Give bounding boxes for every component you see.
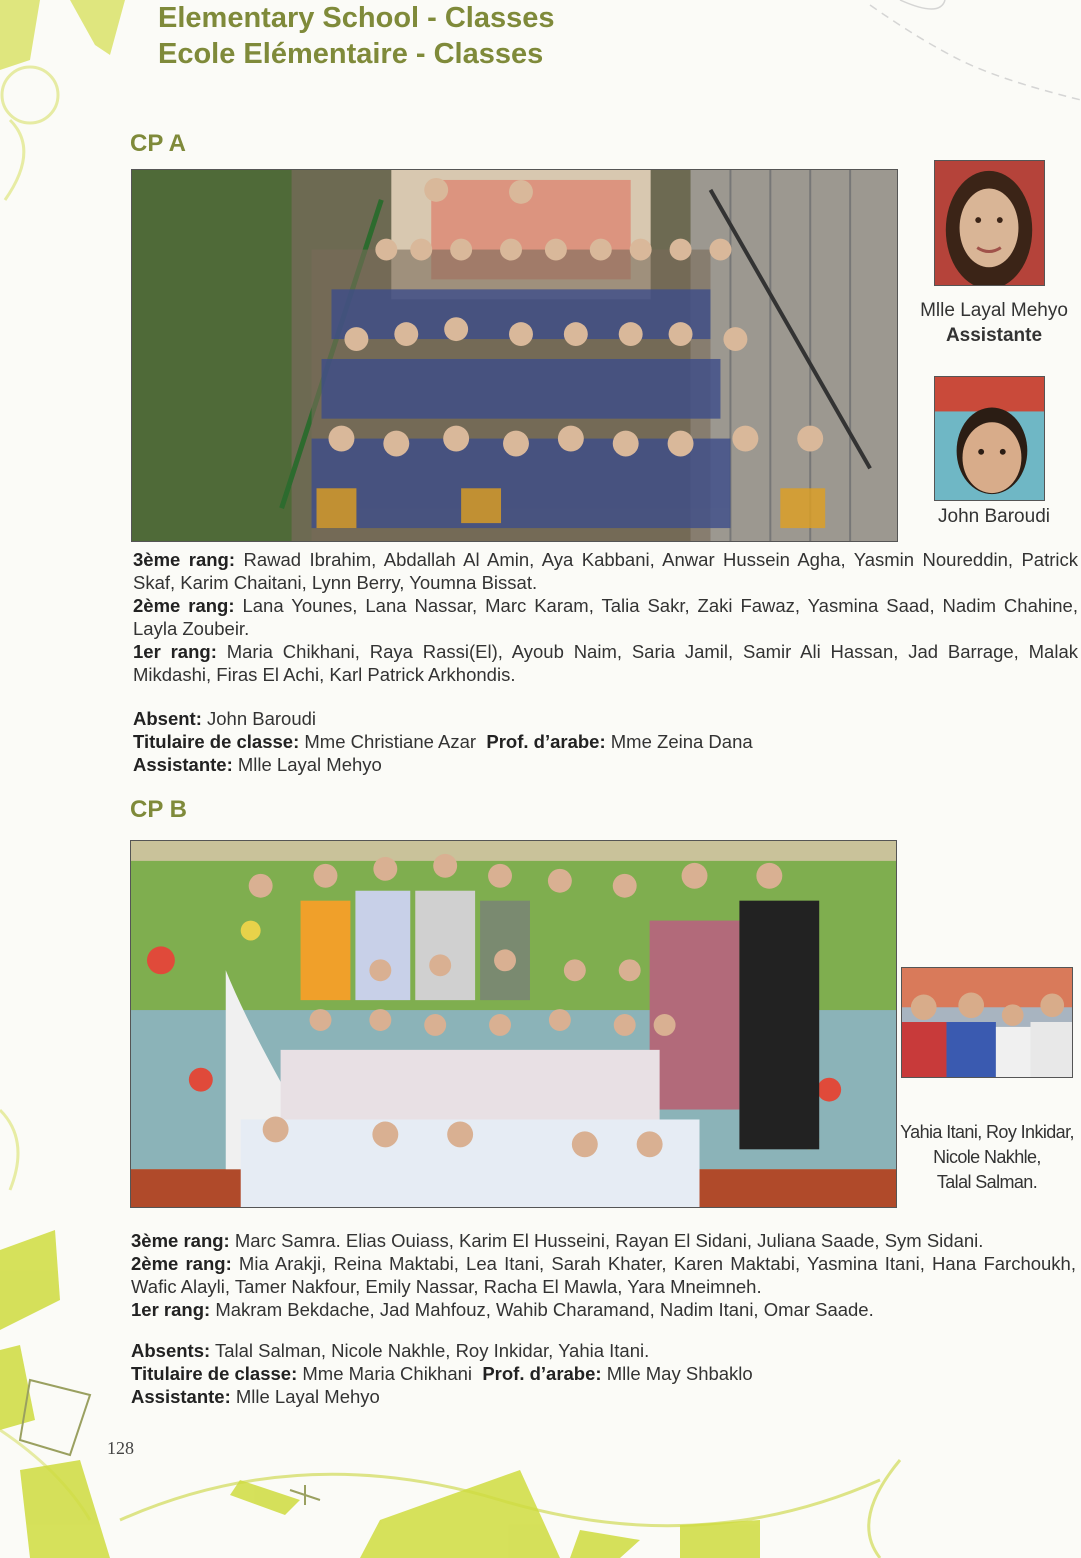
absent-line-cp-b bbox=[131, 1339, 1076, 1362]
assistant-caption-name: Mlle Layal Mehyo bbox=[920, 300, 1068, 321]
staff-info-cp-a bbox=[133, 707, 1078, 776]
portrait-photo-absent-cp-a bbox=[934, 376, 1045, 501]
row-names: Mia Arakji, Reina Maktabi, Lea Itani, Sarah Khater, Karen Maktabi, Yasmina Itani, Hana Farchoukh, Wafic Alayli, Tamer Nakfour, Emily Nassar, Racha El Mawla, Yara Mneimneh. bbox=[131, 1253, 1076, 1297]
caption-line: Nicole Nakhle, bbox=[933, 1147, 1041, 1167]
titulaire-value: Mme Maria Chikhani bbox=[302, 1363, 473, 1384]
student-rows-cp-a bbox=[133, 548, 1078, 686]
row-3-cp-b bbox=[131, 1229, 1076, 1252]
row-names: Rawad Ibrahim, Abdallah Al Amin, Aya Kabbani, Anwar Hussein Agha, Yasmin Noureddin, Patrick Skaf, Karim Chaitani, Lynn Berry, Youmna Bissat. bbox=[133, 549, 1079, 593]
assistante-label: Assistante: bbox=[133, 754, 233, 775]
row-3-cp-a bbox=[133, 548, 1078, 594]
class-photo-cp-a bbox=[131, 169, 898, 542]
arabic-teacher-label: Prof. d’arabe: bbox=[486, 731, 606, 752]
absent-line-cp-a bbox=[133, 707, 1078, 730]
student-rows-cp-b bbox=[131, 1229, 1076, 1321]
titulaire-label: Titulaire de classe: bbox=[131, 1363, 298, 1384]
portrait-photo-assistant bbox=[934, 160, 1045, 286]
arabic-teacher-value: Mlle May Shbaklo bbox=[606, 1363, 753, 1384]
caption-line: Yahia Itani, Roy Inkidar, bbox=[900, 1122, 1074, 1142]
arabic-teacher-label: Prof. d’arabe: bbox=[482, 1363, 602, 1384]
absent-photo-caption-cp-b bbox=[893, 1120, 1081, 1195]
assistant-line-cp-a bbox=[133, 753, 1078, 776]
row-names: Makram Bekdache, Jad Mahfouz, Wahib Charamand, Nadim Itani, Omar Saade. bbox=[215, 1299, 874, 1320]
row-label: 1er rang: bbox=[131, 1299, 211, 1320]
titulaire-label: Titulaire de classe: bbox=[133, 731, 300, 752]
assistant-photo-caption bbox=[908, 298, 1080, 348]
row-1-cp-b bbox=[131, 1298, 1076, 1321]
row-names: Marc Samra. Elias Ouiass, Karim El Husseini, Rayan El Sidani, Juliana Saade, Sym Sidani. bbox=[234, 1230, 984, 1251]
absent-value: John Baroudi bbox=[207, 708, 317, 729]
assistant-caption-role: Assistante bbox=[945, 325, 1043, 346]
page-title-english: Elementary School - Classes bbox=[158, 2, 555, 34]
assistant-line-cp-b bbox=[131, 1385, 1076, 1408]
page-title-french: Ecole Elémentaire - Classes bbox=[158, 38, 544, 70]
row-2-cp-b bbox=[131, 1252, 1076, 1298]
portrait-photo-absents-cp-b bbox=[901, 967, 1073, 1078]
class-photo-cp-b bbox=[130, 840, 897, 1208]
staff-info-cp-b bbox=[131, 1339, 1076, 1408]
section-heading-cp-b: CP B bbox=[130, 796, 187, 823]
row-2-cp-a bbox=[133, 594, 1078, 640]
teacher-line-cp-a bbox=[133, 730, 1078, 753]
assistante-label: Assistante: bbox=[131, 1386, 231, 1407]
row-1-cp-a bbox=[133, 640, 1078, 686]
arabic-teacher-value: Mme Zeina Dana bbox=[610, 731, 753, 752]
row-label: 3ème rang: bbox=[133, 549, 236, 570]
absent-label: Absent: bbox=[133, 708, 202, 729]
absent-value: Talal Salman, Nicole Nakhle, Roy Inkidar, Yahia Itani. bbox=[214, 1340, 650, 1361]
titulaire-value: Mme Christiane Azar bbox=[304, 731, 477, 752]
assistante-value: Mlle Layal Mehyo bbox=[237, 754, 382, 775]
section-heading-cp-a: CP A bbox=[130, 130, 187, 157]
row-names: Lana Younes, Lana Nassar, Marc Karam, Talia Sakr, Zaki Fawaz, Yasmina Saad, Nadim Chahine, Layla Zoubeir. bbox=[133, 595, 1078, 639]
page-number: 128 bbox=[107, 1438, 134, 1458]
row-label: 2ème rang: bbox=[133, 595, 235, 616]
absent-photo-caption-cp-a: John Baroudi bbox=[938, 506, 1050, 527]
absent-label: Absents: bbox=[131, 1340, 211, 1361]
row-label: 1er rang: bbox=[133, 641, 217, 662]
row-label: 2ème rang: bbox=[131, 1253, 232, 1274]
assistante-value: Mlle Layal Mehyo bbox=[235, 1386, 380, 1407]
row-label: 3ème rang: bbox=[131, 1230, 230, 1251]
teacher-line-cp-b bbox=[131, 1362, 1076, 1385]
caption-line: Talal Salman. bbox=[936, 1172, 1038, 1192]
row-names: Maria Chikhani, Raya Rassi(El), Ayoub Naim, Saria Jamil, Samir Ali Hassan, Jad Barrage, Malak Mikdashi, Firas El Achi, Karl Patrick Arkhondis. bbox=[133, 641, 1078, 685]
